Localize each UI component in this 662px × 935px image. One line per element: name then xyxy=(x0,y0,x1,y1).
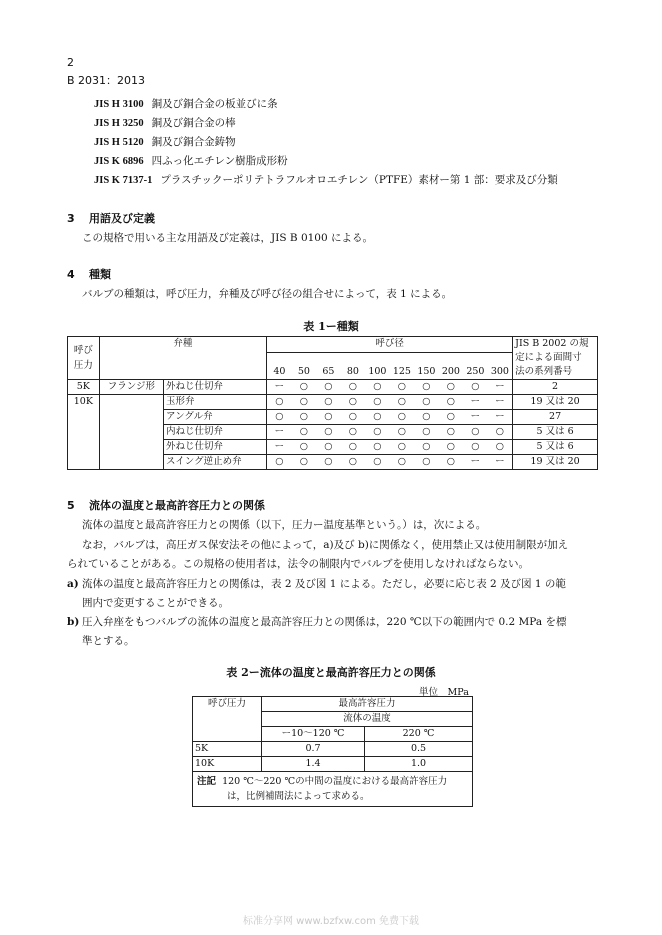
table-2-header-pressure: 呼び圧力 xyxy=(193,697,262,742)
watermark: 标准分享网 www.bzfxw.com 免费下载 xyxy=(243,916,419,927)
section-4-text: バルブの種類は，呼び圧力，弁種及び呼び径の組合せによって，表 1 による。 xyxy=(82,288,453,300)
section-4-heading: 4 種類 xyxy=(67,268,111,281)
size-header: 200 xyxy=(439,352,464,379)
reference-item: JIS H 5120 銅及び銅合金鋳物 xyxy=(94,136,236,148)
size-header: 250 xyxy=(463,352,488,379)
section-5-paragraph-1: 流体の温度と最高許容圧力との関係（以下，圧力ー温度基準という。）は，次による。 xyxy=(82,519,487,531)
table-2-header-temp: 流体の温度 xyxy=(262,712,473,727)
table-2-unit: 単位 MPa xyxy=(419,687,469,698)
size-header: 40 xyxy=(267,352,292,379)
size-header: 100 xyxy=(365,352,390,379)
size-header: 50 xyxy=(292,352,317,379)
list-item-b: b) 圧入弁座をもつバルブの流体の温度と最高許容圧力との関係は，220 ℃以下の範囲内で 0.2 MPa を標 xyxy=(67,616,567,628)
table-row: 10K 1.4 1.0 xyxy=(193,757,473,772)
table-1-header-jis: JIS B 2002 の規 定による面間寸 法の系列番号 xyxy=(513,337,598,380)
table-row: 内ねじ仕切弁 ー ○ ○ ○ ○ ○ ○ ○ ○ ○ 5 又は 6 xyxy=(68,425,598,440)
size-header: 80 xyxy=(341,352,366,379)
standard-number: B 2031：2013 xyxy=(67,74,146,87)
table-1-caption: 表 1ー種類 xyxy=(303,320,359,333)
temp-header: 220 ℃ xyxy=(365,727,473,742)
table-row: 5K 0.7 0.5 xyxy=(193,742,473,757)
size-header: 125 xyxy=(390,352,415,379)
section-5-paragraph-2-cont: られていることがある。この規格の使用者は，法令の制限内でバルブを使用しなければならない。 xyxy=(67,558,529,570)
table-1 xyxy=(67,336,598,470)
table-1-header-size: 呼び径 xyxy=(267,337,513,353)
table-row: アングル弁 ○ ○ ○ ○ ○ ○ ○ ○ ー ー 27 xyxy=(68,410,598,425)
list-item-a: a) 流体の温度と最高許容圧力との関係は，表 2 及び図 1 による。ただし，必要に応じ表 2 及び図 1 の範 xyxy=(67,578,566,590)
page-number: 2 xyxy=(67,56,74,69)
table-row: 10K 玉形弁 ○ ○ ○ ○ ○ ○ ○ ○ ー ー 19 又は 20 xyxy=(68,395,598,410)
size-header: 300 xyxy=(488,352,513,379)
section-5-heading: 5 流体の温度と最高許容圧力との関係 xyxy=(67,499,265,512)
table-row: スイング逆止め弁 ○ ○ ○ ○ ○ ○ ○ ○ ー ー 19 又は 20 xyxy=(68,455,598,470)
table-row: 外ねじ仕切弁 ー ○ ○ ○ ○ ○ ○ ○ ○ ○ 5 又は 6 xyxy=(68,440,598,455)
table-2 xyxy=(192,696,473,807)
section-5-paragraph-2: なお，バルブは，高圧ガス保安法その他によって，a)及び b)に関係なく，使用禁止又は使用制限が加え xyxy=(82,539,569,551)
section-3-heading: 3 用語及び定義 xyxy=(67,212,155,225)
table-2-header-max: 最高許容圧力 xyxy=(262,697,473,712)
size-header: 150 xyxy=(414,352,439,379)
list-item-a-cont: 囲内で変更することができる。 xyxy=(82,597,229,609)
reference-item: JIS H 3100 銅及び銅合金の板並びに条 xyxy=(94,98,278,110)
size-header: 65 xyxy=(316,352,341,379)
temp-header: ー10～120 ℃ xyxy=(262,727,365,742)
section-3-text: この規格で用いる主な用語及び定義は，JIS B 0100 による。 xyxy=(82,232,373,244)
table-2-caption: 表 2ー流体の温度と最高許容圧力との関係 xyxy=(226,666,436,679)
table-1-header-valve: 弁種 xyxy=(99,337,266,380)
reference-item: JIS K 6896 四ふっ化エチレン樹脂成形粉 xyxy=(94,155,288,167)
table-row: 5K フランジ形 外ねじ仕切弁 ー ○ ○ ○ ○ ○ ○ ○ ○ ー 2 xyxy=(68,380,598,395)
table-2-note: 注記 120 ℃～220 ℃の中間の温度における最高許容圧力 は，比例補間法によって求める。 xyxy=(193,772,473,807)
reference-item: JIS K 7137-1 プラスチックーポリテトラフルオロエチレン（PTFE）素材ー第 1 部：要求及び分類 xyxy=(94,174,558,186)
list-item-b-cont: 準とする。 xyxy=(82,635,135,647)
table-1-header-pressure: 呼び圧力 xyxy=(68,337,100,380)
reference-item: JIS H 3250 銅及び銅合金の棒 xyxy=(94,117,236,129)
